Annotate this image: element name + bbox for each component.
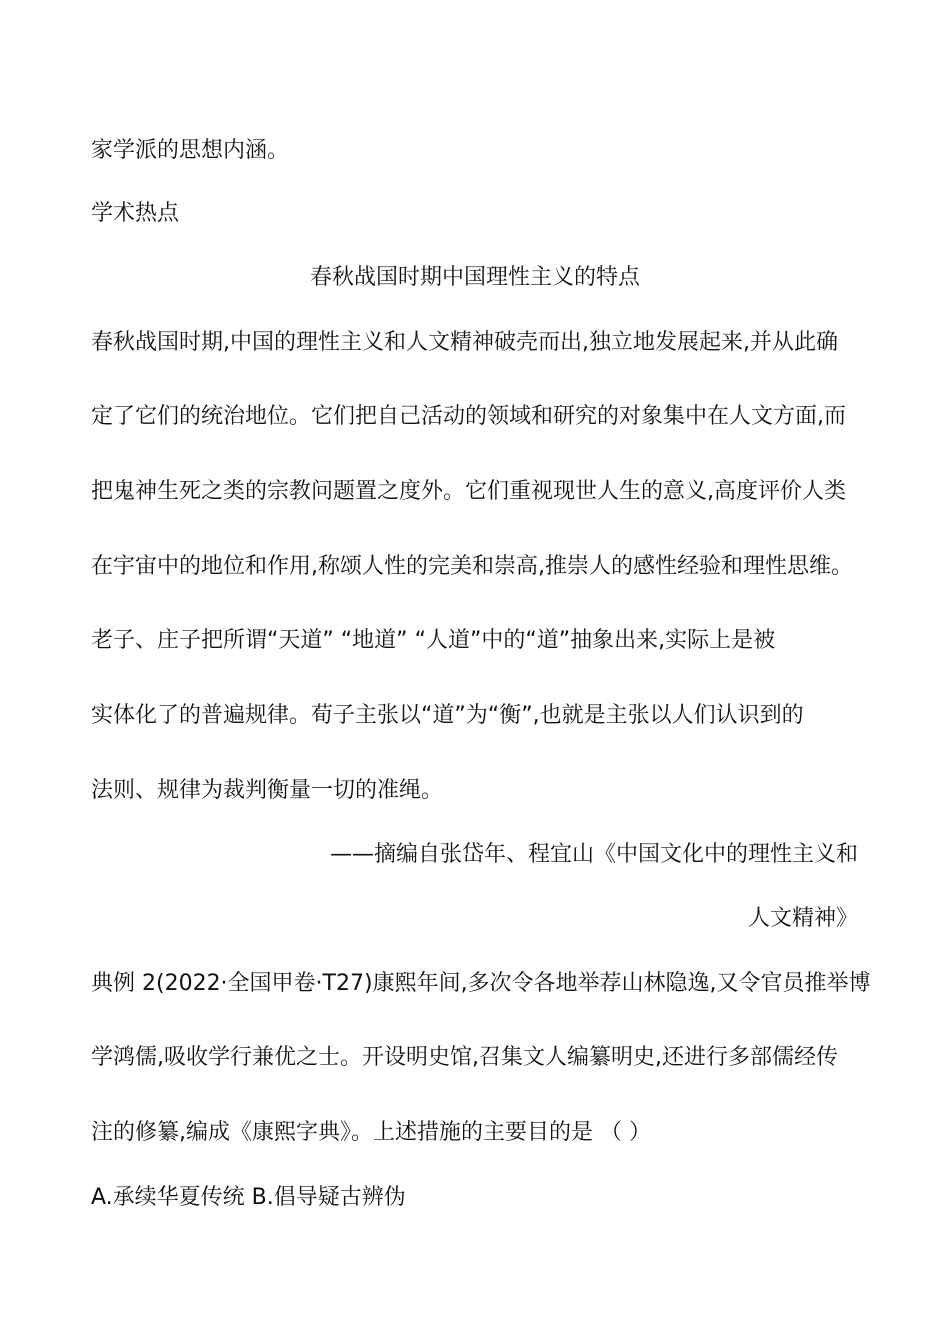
example-question-line-2: 学鸿儒,吸收学行兼优之士。开设明史馆,召集文人编纂明史,还进行多部儒经传 — [91, 1045, 838, 1070]
article-line-1: 春秋战国时期,中国的理性主义和人文精神破壳而出,独立地发展起来,并从此确 — [91, 330, 838, 355]
section-heading: 学术热点 — [91, 201, 180, 226]
example-question-line-3: 注的修纂,编成《康熙字典》。上述措施的主要目的是 （ ） — [91, 1120, 651, 1145]
article-line-3: 把鬼神生死之类的宗教问题置之度外。它们重视现世人生的意义,高度评价人类 — [91, 479, 846, 504]
source-citation-line-1: ——摘编自张岱年、程宜山《中国文化中的理性主义和 — [329, 842, 858, 867]
answer-options: A.承续华夏传统 B.倡导疑古辨伪 — [91, 1185, 406, 1210]
article-line-5: 老子、庄子把所谓“天道” “地道” “人道”中的“道”抽象出来,实际上是被 — [91, 628, 776, 653]
article-line-4: 在宇宙中的地位和作用,称颂人性的完美和崇高,推崇人的感性经验和理性思维。 — [91, 554, 853, 579]
example-question-line-1: 典例 2(2022·全国甲卷·T27)康熙年间,多次令各地举荐山林隐逸,又令官员推举博 — [91, 971, 871, 996]
intro-continuation-text: 家学派的思想内涵。 — [91, 138, 290, 163]
article-title: 春秋战国时期中国理性主义的特点 — [309, 265, 640, 290]
article-line-6: 实体化了的普遍规律。荀子主张以“道”为“衡”,也就是主张以人们认识到的 — [91, 703, 804, 728]
article-line-7: 法则、规律为裁判衡量一切的准绳。 — [91, 778, 444, 803]
source-citation-line-2: 人文精神》 — [747, 906, 858, 931]
article-line-2: 定了它们的统治地位。它们把自己活动的领域和研究的对象集中在人文方面,而 — [91, 404, 846, 429]
